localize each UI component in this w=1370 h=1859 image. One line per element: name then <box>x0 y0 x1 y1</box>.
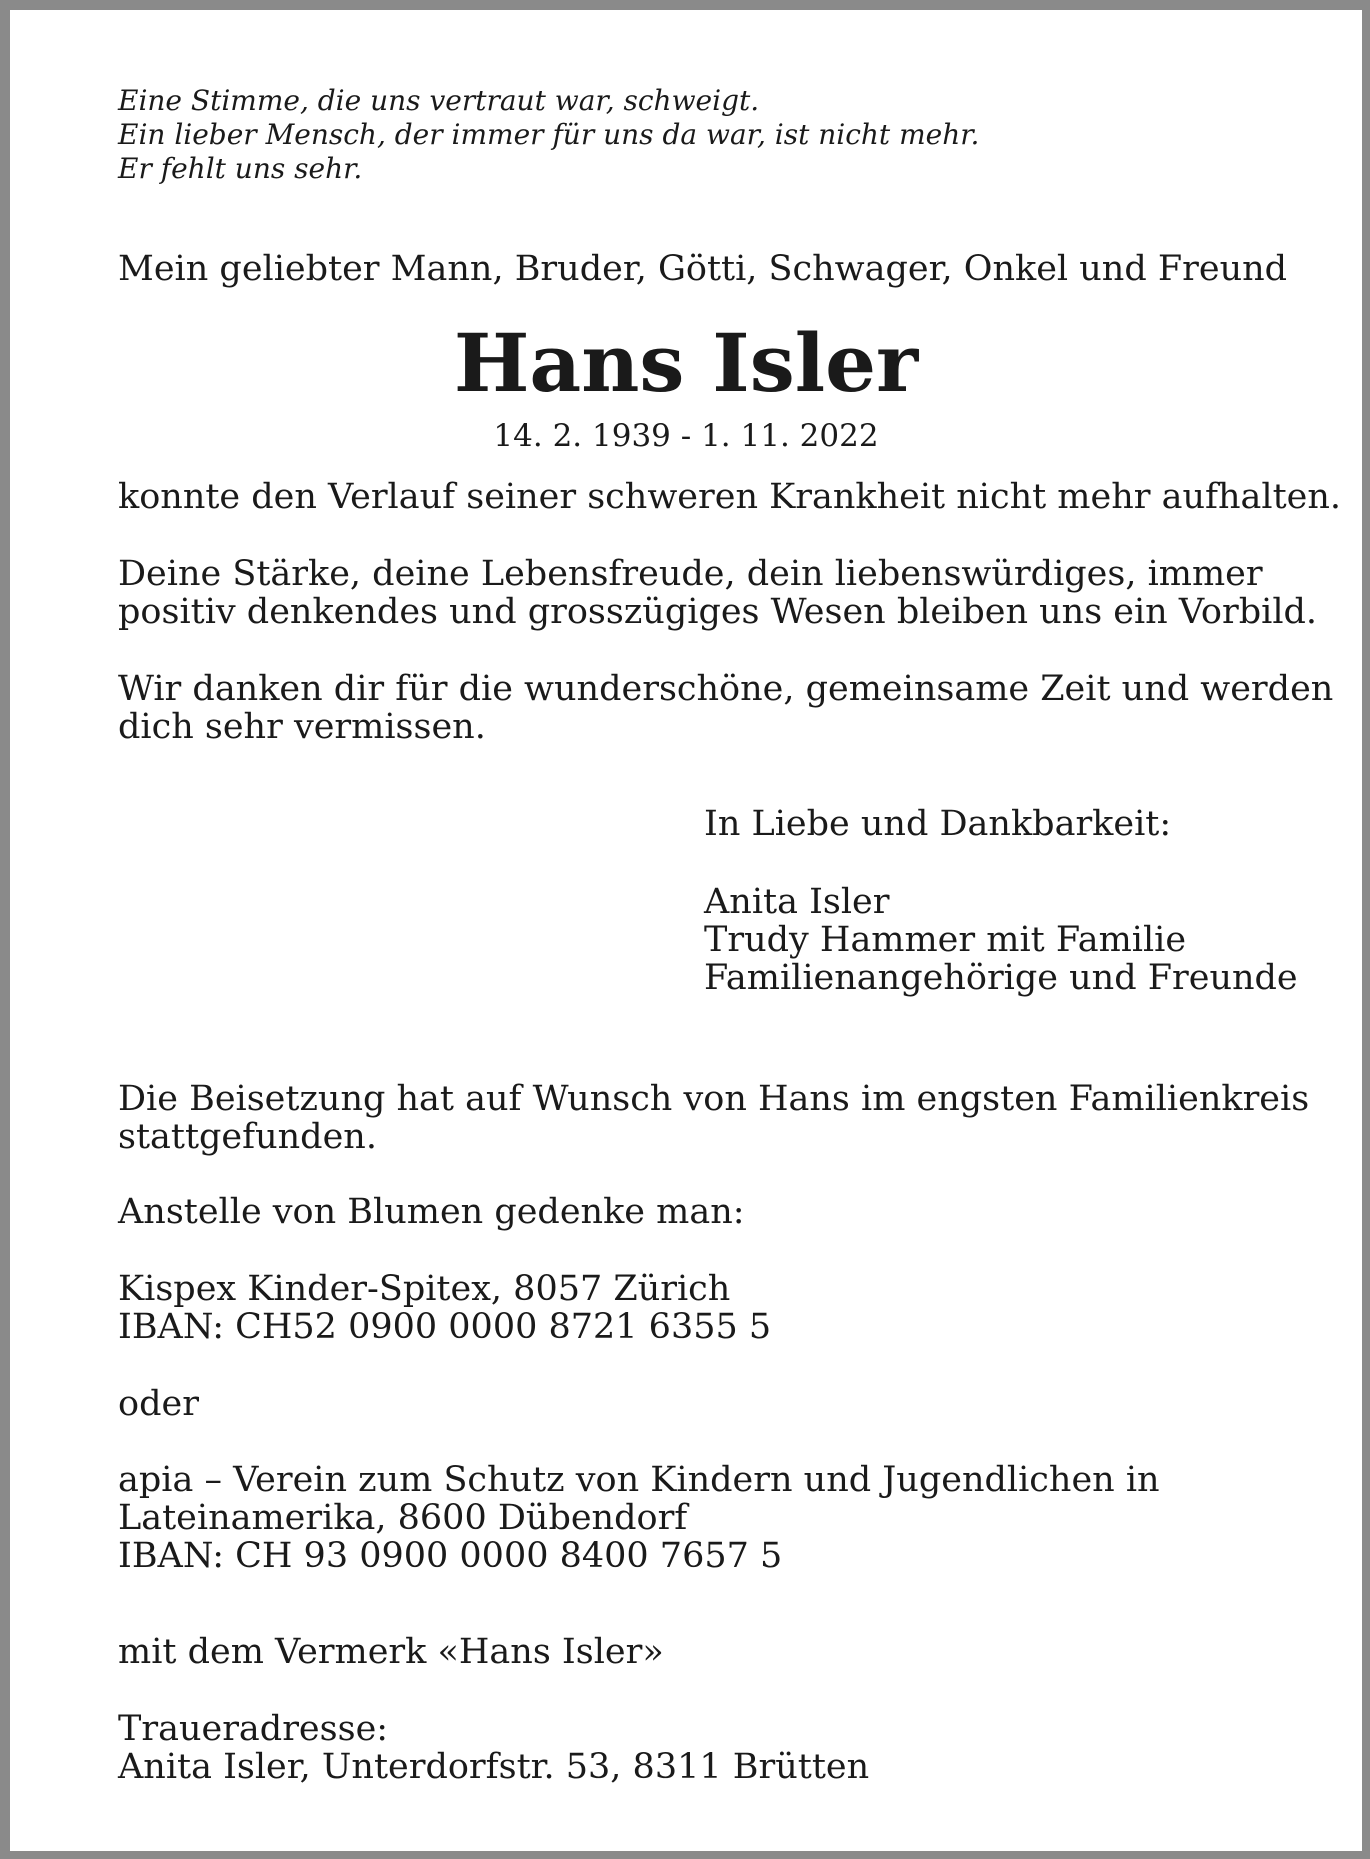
donation-intro: Anstelle von Blumen gedenke man: <box>118 1192 745 1232</box>
obituary-page <box>10 10 1362 1851</box>
donation-recipient-1 <box>118 1270 771 1346</box>
text-paragraph-3-line-1: Wir danken dir für die wunderschöne, gemeinsame Zeit und werden <box>118 669 1334 709</box>
life-dates: 14. 2. 1939 - 1. 11. 2022 <box>493 418 879 454</box>
mourner-name: Trudy Hammer mit Familie <box>704 920 1187 960</box>
burial-notice-line-1: Die Beisetzung hat auf Wunsch von Hans im engsten Familienkreis <box>118 1079 1310 1119</box>
burial-notice <box>118 1080 1309 1156</box>
poem-line-1: Eine Stimme, die uns vertraut war, schweigt. <box>118 84 760 117</box>
deceased-name: Hans Isler <box>453 316 919 410</box>
poem-line-3: Er fehlt uns sehr. <box>118 152 363 185</box>
donation-1-name: Kispex Kinder-Spitex, 8057 Zürich <box>118 1269 731 1309</box>
donation-2-name-line-1: apia – Verein zum Schutz von Kindern und Jugendlichen in <box>118 1460 1160 1500</box>
mourner-name: Anita Isler <box>704 882 890 922</box>
intro-line: Mein geliebter Mann, Bruder, Götti, Schwager, Onkel und Freund <box>118 249 1288 289</box>
or-separator: oder <box>118 1384 199 1424</box>
donation-recipient-2 <box>118 1461 1160 1575</box>
donation-2-name-line-2: Lateinamerika, 8600 Dübendorf <box>118 1498 688 1538</box>
text-paragraph-3-line-2: dich sehr vermissen. <box>118 707 486 747</box>
signoff-heading: In Liebe und Dankbarkeit: <box>704 804 1172 844</box>
text-paragraph-2-line-1: Deine Stärke, deine Lebensfreude, dein liebenswürdiges, immer <box>118 554 1263 594</box>
burial-notice-line-2: stattgefunden. <box>118 1117 377 1157</box>
mourners-list <box>704 883 1298 997</box>
memorial-poem <box>118 84 979 186</box>
text-paragraph-2-line-2: positiv denkendes und grosszügiges Wesen bleiben uns ein Vorbild. <box>118 592 1318 632</box>
poem-line-2: Ein lieber Mensch, der immer für uns da war, ist nicht mehr. <box>118 118 980 151</box>
text-paragraph-2 <box>118 555 1317 631</box>
mourning-address <box>118 1710 869 1786</box>
mourner-name: Familienangehörige und Freunde <box>704 958 1298 998</box>
text-paragraph-3 <box>118 670 1333 746</box>
donation-1-iban: IBAN: CH52 0900 0000 8721 6355 5 <box>118 1307 772 1347</box>
mourning-address-value: Anita Isler, Unterdorfstr. 53, 8311 Brütten <box>118 1747 870 1787</box>
donation-note: mit dem Vermerk «Hans Isler» <box>118 1632 664 1672</box>
mourning-address-label: Traueradresse: <box>118 1709 389 1749</box>
text-paragraph-1: konnte den Verlauf seiner schweren Krankheit nicht mehr aufhalten. <box>118 477 1342 517</box>
donation-2-iban: IBAN: CH 93 0900 0000 8400 7657 5 <box>118 1536 783 1576</box>
